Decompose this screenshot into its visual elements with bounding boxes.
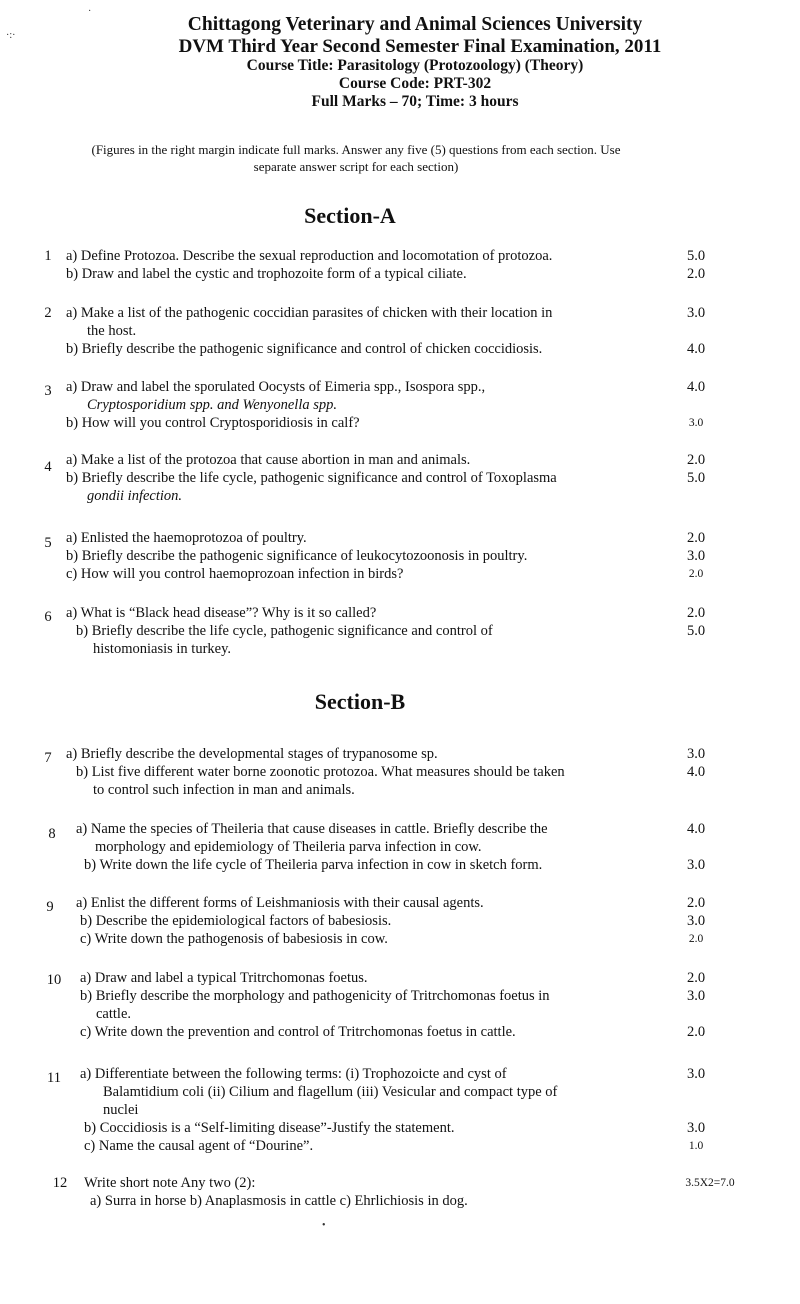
marks: 2.0 [686,605,706,621]
question-text: b) Describe the epidemiological factors of babesiosis. [80,913,392,929]
marks: 3.0 [686,305,706,321]
question-number: 8 [48,826,56,842]
question-text: Write short note Any two (2): [84,1175,256,1191]
question-text: b) Coccidiosis is a “Self-limiting disease”-Justify the statement. [84,1120,455,1136]
question-9 [0,894,800,948]
university-name: Chittagong Veterinary and Animal Sciences University [187,14,643,35]
question-number: 7 [44,750,52,766]
question-text: the host. [87,323,137,339]
marks: 2.0 [686,895,706,911]
marks: 1.0 [688,1140,704,1152]
question-text: cattle. [96,1006,132,1022]
exam-title: DVM Third Year Second Semester Final Examination, 2011 [178,36,662,57]
question-text: b) Briefly describe the pathogenic significance and control of chicken coccidiosis. [66,341,543,357]
marks: 4.0 [686,379,706,395]
section-b-title: Section-B [314,689,406,714]
question-text: a) Name the species of Theileria that cause diseases in cattle. Briefly describe the [76,821,548,837]
question-number: 11 [47,1070,61,1086]
question-6 [0,604,800,658]
question-text: gondii infection. [87,488,183,504]
question-text: b) Write down the life cycle of Theileria parva infection in cow in sketch form. [84,857,543,873]
question-8 [0,820,800,874]
question-text: to control such infection in man and animals. [93,782,355,798]
question-text: a) Differentiate between the following terms: (i) Trophozoicte and cyst of [80,1066,507,1082]
marks: 3.0 [686,746,706,762]
question-text: b) Draw and label the cystic and trophozoite form of a typical ciliate. [66,266,467,282]
marks: 5.0 [686,470,706,486]
question-number: 3 [44,383,52,399]
marks: 2.0 [686,1024,706,1040]
course-code: Course Code: PRT-302 [338,75,492,92]
scan-speck: ·:· [6,30,16,41]
marks: 2.0 [688,933,704,945]
question-1 [0,247,800,283]
scan-speck: · [88,6,92,17]
course-title: Course Title: Parasitology (Protozoology) (Theory) [246,57,584,74]
question-text: nuclei [103,1102,139,1118]
marks: 4.0 [686,341,706,357]
marks: 2.0 [686,530,706,546]
question-text: a) Make a list of the protozoa that cause abortion in man and animals. [66,452,471,468]
question-text: b) Briefly describe the pathogenic significance of leukocytozoonosis in poultry. [66,548,528,564]
question-text: c) How will you control haemoprozoan infection in birds? [66,566,404,582]
question-text: b) Briefly describe the morphology and pathogenicity of Tritrchomonas foetus in [80,988,550,1004]
marks: 3.0 [686,988,706,1004]
question-text: a) Draw and label a typical Tritrchomonas foetus. [80,970,368,986]
marks: 3.0 [686,913,706,929]
question-2 [0,304,800,358]
question-text: a) Enlisted the haemoprotozoa of poultry. [66,530,307,546]
question-7 [0,745,800,799]
question-number: 1 [44,248,52,264]
question-text: b) How will you control Cryptosporidiosis in calf? [66,415,360,431]
question-number: 2 [44,305,52,321]
marks: 3.0 [686,1120,706,1136]
question-10 [0,969,800,1041]
marks: 2.0 [686,970,706,986]
marks: 5.0 [686,623,706,639]
question-text: b) List five different water borne zoonotic protozoa. What measures should be taken [76,764,565,780]
marks: 3.0 [686,857,706,873]
question-5 [0,529,800,583]
question-number: 6 [44,609,52,625]
question-11 [0,1065,800,1155]
question-number: 9 [46,899,54,915]
question-12 [0,1174,800,1210]
question-text: a) Make a list of the pathogenic coccidian parasites of chicken with their location in [66,305,553,321]
question-number: 10 [46,972,62,988]
instructions-line: (Figures in the right margin indicate full marks. Answer any five (5) questions from each section. Use [91,142,621,157]
marks-time: Full Marks – 70; Time: 3 hours [311,93,519,110]
question-number: 5 [44,535,52,551]
question-3 [0,378,800,432]
marks: 3.0 [686,1066,706,1082]
question-text: histomoniasis in turkey. [93,641,232,657]
marks: 2.0 [688,568,704,580]
question-text: Cryptosporidium spp. and Wenyonella spp. [87,397,337,413]
marks: 3.0 [686,548,706,564]
marks: 4.0 [686,821,706,837]
question-text: a) Enlist the different forms of Leishmaniosis with their causal agents. [76,895,484,911]
question-text: a) Draw and label the sporulated Oocysts of Eimeria spp., Isospora spp., [66,379,486,395]
marks: 2.0 [686,266,706,282]
question-text: morphology and epidemiology of Theileria parva infection in cow. [95,839,482,855]
exam-header [0,14,800,111]
instructions-line: separate answer script for each section) [253,159,459,174]
question-text: c) Name the causal agent of “Dourine”. [84,1138,314,1154]
question-text: b) Briefly describe the life cycle, pathogenic significance and control of [76,623,493,639]
scan-speck: • [322,1220,326,1231]
question-number: 12 [52,1175,68,1191]
question-number: 4 [44,459,52,475]
question-text: c) Write down the prevention and control of Tritrchomonas foetus in cattle. [80,1024,516,1040]
question-text: a) Surra in horse b) Anaplasmosis in cattle c) Ehrlichiosis in dog. [90,1193,468,1209]
question-4 [0,451,800,505]
question-text: a) Briefly describe the developmental stages of trypanosome sp. [66,746,438,762]
section-a-title: Section-A [304,203,396,228]
marks: 2.0 [686,452,706,468]
question-text: a) What is “Black head disease”? Why is it so called? [66,605,377,621]
question-text: c) Write down the pathogenosis of babesiosis in cow. [80,931,388,947]
question-text: a) Define Protozoa. Describe the sexual reproduction and locomotation of protozoa. [66,248,553,264]
marks: 3.0 [688,417,704,429]
question-text: Balamtidium coli (ii) Cilium and flagellum (iii) Vesicular and compact type of [103,1084,558,1100]
marks: 3.5X2=7.0 [685,1177,735,1189]
question-text: b) Briefly describe the life cycle, pathogenic significance and control of Toxoplasma [66,470,557,486]
marks: 5.0 [686,248,706,264]
marks: 4.0 [686,764,706,780]
instructions [36,141,676,175]
